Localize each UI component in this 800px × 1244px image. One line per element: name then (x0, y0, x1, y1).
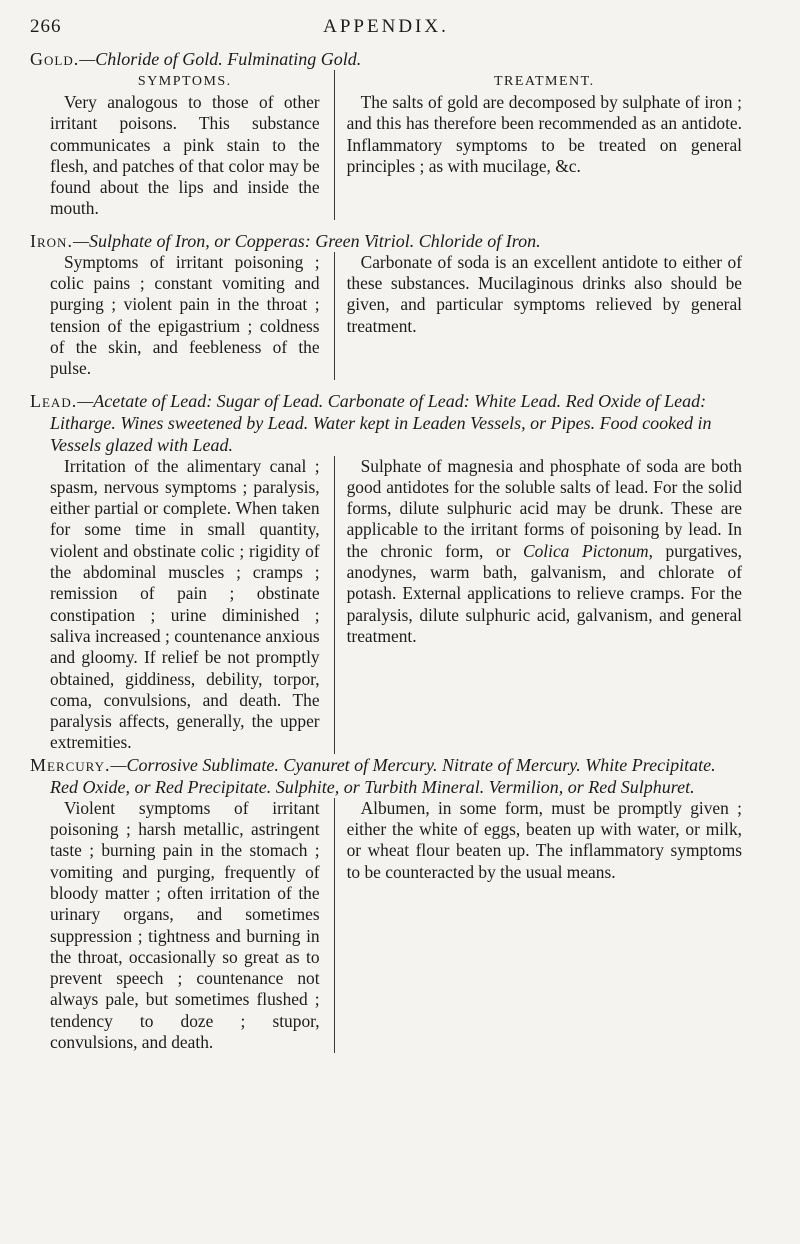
symptoms-column (30, 252, 335, 380)
two-column-block (30, 70, 742, 220)
section-lead-word: Lead. (30, 390, 78, 411)
section-substances: —Acetate of Lead: Sugar of Lead. Carbonate of Lead: White Lead. Red Oxide of Lead: Litharge. Wines sweetened by Lead. Water kept in Leaden Vessels, or Pipes. Food cooked in Vessels glazed with Lead. (50, 390, 712, 455)
section-title-gold (30, 48, 742, 70)
section-iron (30, 230, 742, 380)
two-column-block (30, 252, 742, 380)
treatment-column (335, 252, 742, 380)
section-lead-word: Mercury. (30, 754, 111, 775)
treatment-column (335, 456, 742, 754)
symptoms-text: Symptoms of irritant poisoning ; colic pains ; constant vomiting and purging ; violent pain in the throat ; tension of the epigastrium ; coldness of the skin, and feebleness of the pulse. (50, 251, 320, 379)
section-lead (30, 390, 742, 754)
section-substances: —Chloride of Gold. Fulminating Gold. (79, 49, 362, 69)
symptoms-text: Very analogous to those of other irritant poisons. This substance communicates a pink stain to the flesh, and patches of that color may be found about the lips and inside the mouth. (50, 92, 320, 219)
symptoms-column (30, 70, 335, 220)
section-lead-word: Iron. (30, 230, 73, 251)
symptoms-column (30, 456, 335, 754)
section-lead-word: Gold. (30, 49, 80, 69)
treatment-column (335, 798, 742, 1054)
symptoms-column (30, 798, 335, 1054)
section-mercury (30, 754, 742, 1054)
treatment-text-part: Sulphate of magnesia and phosphate of soda are both good antidotes for the soluble salts of lead. For the solid forms, dilute sulphuric acid may be drunk. These are applicable to the irritant forms of poisoning by lead. In the chronic form, or (346, 455, 742, 561)
running-head (30, 14, 742, 48)
two-column-block (30, 798, 742, 1054)
section-title-iron (30, 230, 742, 252)
running-head-title: APPENDIX. (323, 16, 449, 37)
section-substances: —Sulphate of Iron, or Copperas: Green Vitriol. Chloride of Iron. (72, 230, 541, 251)
treatment-heading: TREATMENT. (493, 74, 595, 89)
section-gold (30, 48, 742, 220)
treatment-text: The salts of gold are decomposed by sulphate of iron ; and this has therefore been recommended as an antidote. Inflammatory symptoms to be treated on general principles ; as with mucilage, &c. (346, 92, 742, 176)
section-substances: —Corrosive Sublimate. Cyanuret of Mercury. Nitrate of Mercury. White Precipitate. Red Oxide, or Red Precipitate. Sulphite, or Turbith Mineral. Vermilion, or Red Sulphuret. (50, 754, 716, 797)
treatment-text-part: , purgatives, anodynes, warm bath, galvanism, and chlorate of potash. External applications to relieve cramps. For the paralysis, dilute sulphuric acid, galvanism, and general treatment. (346, 540, 743, 646)
symptoms-text: Irritation of the alimentary canal ; spasm, nervous symptoms ; paralysis, either partial or complete. When taken for some time in small quantity, violent and obstinate colic ; rigidity of the abdominal muscles ; cramps ; remission of pain ; obstinate constipation ; urine diminished ; saliva increased ; countenance anxious and gloomy. If relief be not promptly obtained, giddiness, debility, torpor, coma, convulsions, and death. The paralysis affects, generally, the upper extremities. (50, 455, 320, 753)
symptoms-heading: SYMPTOMS. (137, 74, 232, 89)
section-title-lead (30, 390, 742, 456)
treatment-column (335, 70, 742, 220)
page-number: 266 (30, 16, 62, 37)
treatment-text: Albumen, in some form, must be promptly given ; either the white of eggs, beaten up with water, or milk, or wheat flour beaten up. The inflammatory symptoms to be counteracted by the usual means. (346, 797, 742, 882)
treatment-text (347, 456, 742, 648)
treatment-text: Carbonate of soda is an excellent antidote to either of these substances. Mucilaginous drinks also should be given, and particular symptoms relieved by general treatment. (346, 251, 742, 336)
treatment-text-italic: Colica Pictonum (522, 540, 649, 561)
two-column-block (30, 456, 742, 754)
symptoms-text: Violent symptoms of irritant poisoning ; harsh metallic, astringent taste ; burning pain in the stomach ; vomiting and purging, frequently of bloody matter ; often irritation of the urinary organs, and sometimes suppression ; tightness and burning in the throat, occasionally so great as to prevent speech ; countenance not always pale, but sometimes flushed ; tendency to doze ; stupor, convulsions, and death. (50, 797, 320, 1052)
section-title-mercury (30, 754, 742, 798)
